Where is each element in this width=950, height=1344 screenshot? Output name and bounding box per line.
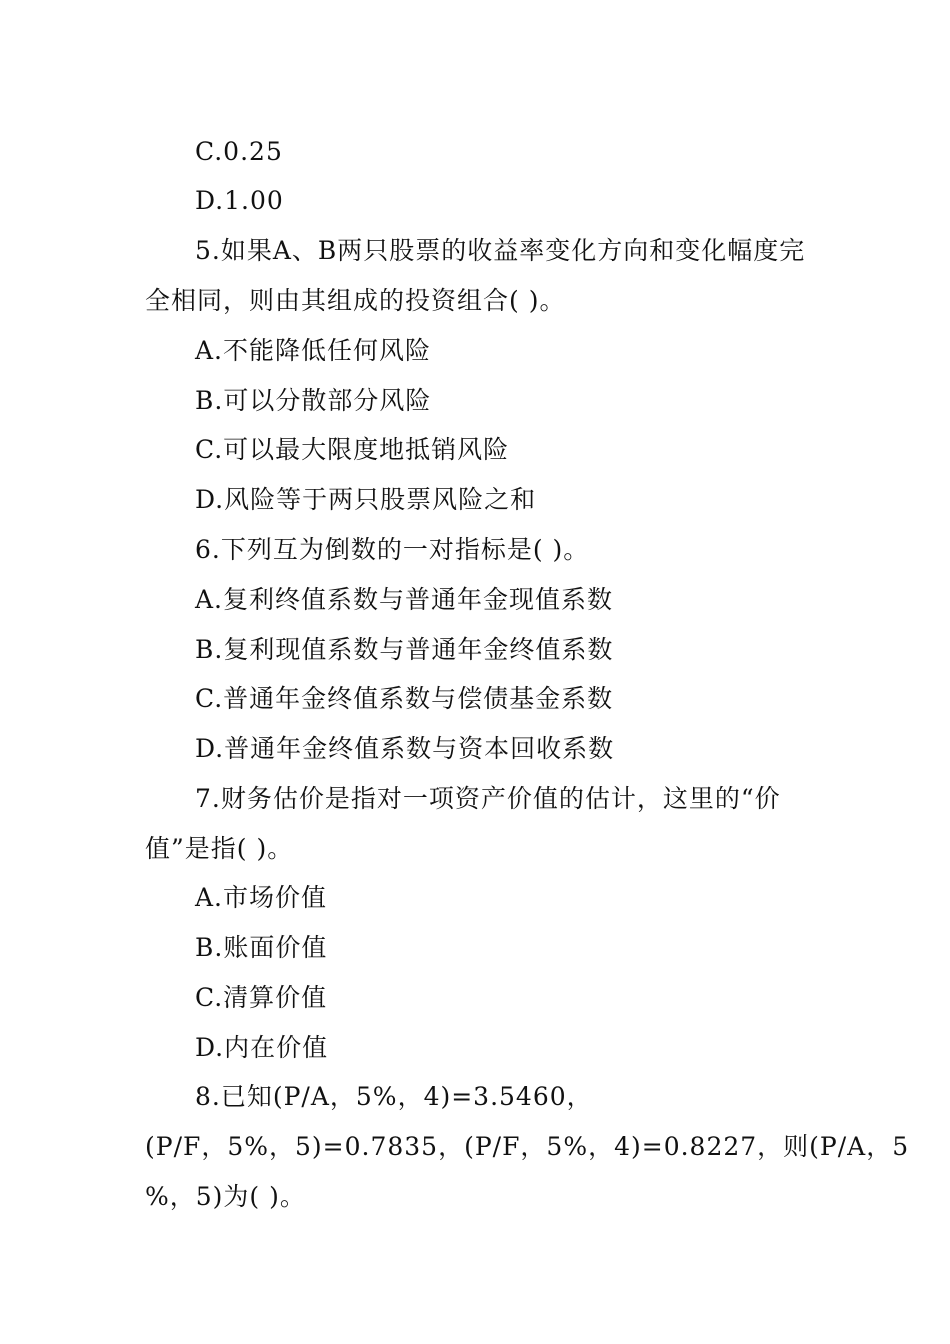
option-6d: D.普通年金终值系数与资本回收系数 [195, 734, 615, 763]
option-5b: B.可以分散部分风险 [195, 386, 432, 415]
option-7d: D.内在价值 [195, 1033, 329, 1062]
option-6c: C.普通年金终值系数与偿债基金系数 [195, 684, 614, 713]
option-4d: D.1.00 [195, 186, 284, 215]
question-7-continued: 值”是指( )。 [145, 834, 294, 863]
question-6: 6.下列互为倒数的一对指标是( )。 [195, 535, 590, 564]
question-8-continued: (P/F，5%，5)=0.7835，(P/F，5%，4)=0.8227，则(P/A，5 [145, 1132, 910, 1161]
question-8-continued-2: %，5)为( )。 [145, 1182, 306, 1211]
option-5d: D.风险等于两只股票风险之和 [195, 485, 537, 514]
question-5-continued: 全相同，则由其组成的投资组合( )。 [145, 286, 566, 315]
question-8: 8.已知(P/A，5%，4)=3.5460， [195, 1082, 593, 1111]
option-4c: C.0.25 [195, 137, 283, 166]
option-6b: B.复利现值系数与普通年金终值系数 [195, 635, 614, 664]
question-5: 5.如果A、B两只股票的收益率变化方向和变化幅度完 [195, 236, 806, 265]
option-7b: B.账面价值 [195, 933, 328, 962]
option-6a: A.复利终值系数与普通年金现值系数 [195, 585, 614, 614]
question-7: 7.财务估价是指对一项资产价值的估计，这里的“价 [195, 784, 781, 813]
option-7a: A.市场价值 [195, 883, 328, 912]
option-7c: C.清算价值 [195, 983, 328, 1012]
option-5a: A.不能降低任何风险 [195, 336, 432, 365]
option-5c: C.可以最大限度地抵销风险 [195, 435, 510, 464]
